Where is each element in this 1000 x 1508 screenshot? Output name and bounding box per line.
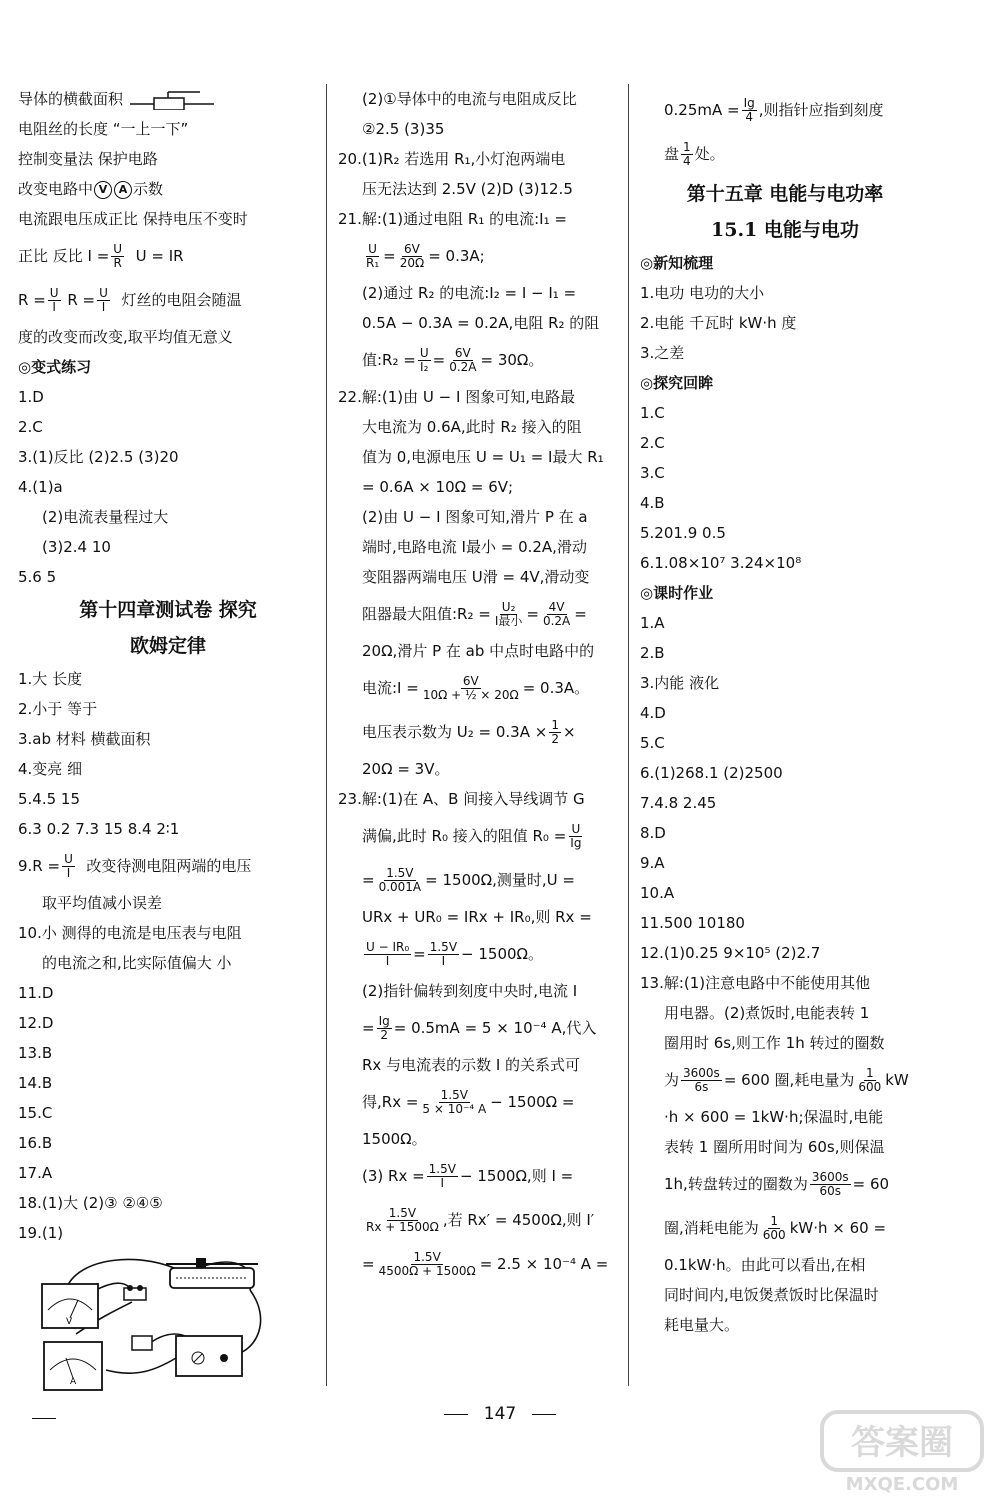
answer-line: 20Ω = 3V。	[362, 760, 450, 778]
answer-line: 5.6 5	[18, 568, 57, 586]
answer-line: 1.D	[18, 388, 44, 406]
answer-line: (3) Rx = $\frac{1.5V}{I}$ − 1500Ω,则 I =	[362, 1162, 574, 1190]
fraction: $\frac{1}{600}$	[858, 1066, 882, 1094]
fraction: $\frac{4V}{0.2A}$	[542, 600, 571, 628]
answer-line: 4.(1)a	[18, 478, 63, 496]
column-divider	[326, 84, 327, 1386]
answer-line: = $\frac{Ig}{2}$ = 0.5mA = 5 × 10⁻⁴ A,代入	[362, 1014, 597, 1042]
answer-line: 1h,转盘转过的圈数为 $\frac{3600s}{60s}$ = 60	[664, 1170, 890, 1198]
answer-line: 9.A	[640, 854, 665, 872]
section-heading: ◎变式练习	[18, 358, 92, 376]
fraction: $\frac{U}{\text{R₁}}$	[366, 242, 380, 270]
svg-text:A: A	[70, 1377, 77, 1387]
answer-line: 3.ab 材料 横截面积	[18, 730, 151, 748]
answer-line: (2)指针偏转到刻度中央时,电流 I	[362, 982, 578, 1000]
chapter-title: 第十五章 电能与电功率	[686, 183, 884, 205]
answer-line: 2.B	[640, 644, 665, 662]
fraction: $\frac{1}{4}$	[683, 140, 691, 168]
footer-dash	[532, 1414, 556, 1415]
answer-line: = $\frac{1.5V}{4500\Omega + 1500\Omega}$ = 2.5 × 10⁻⁴ A =	[362, 1250, 609, 1278]
fraction: $\frac{6V}{\text{10Ω + ½ × 20Ω}}$	[422, 674, 519, 702]
answer-line: 6.3 0.2 7.3 15 8.4 2∶1	[18, 820, 180, 838]
answer-line: 20.(1)R₂ 若选用 R₁,小灯泡两端电	[338, 150, 566, 168]
ammeter-icon	[44, 1342, 102, 1390]
answer-line: 7.4.8 2.45	[640, 794, 717, 812]
fraction: $\frac{1}{2}$	[551, 718, 559, 746]
section-heading: ◎新知梳理	[640, 254, 714, 272]
answer-line: 0.25mA = $\frac{Ig}{4}$ ,则指针应指到刻度	[664, 96, 884, 124]
voltmeter-icon	[42, 1284, 98, 1328]
answer-line: 2.C	[640, 434, 665, 452]
fraction: $\frac{U}{\text{I₂}}$	[419, 346, 429, 374]
fraction: $\frac{U}{I}$	[49, 286, 59, 314]
column-divider	[628, 84, 629, 1386]
answer-line: 10.小 测得的电流是电压表与电阻	[18, 924, 242, 942]
page-number: 147	[483, 1404, 517, 1424]
answer-line: 正比 反比 I = $\frac{U}{R}$ U = IR	[18, 242, 184, 270]
answer-column-1	[18, 84, 318, 1248]
answer-line: 值为 0,电源电压 U = U₁ = I最大 R₁	[362, 448, 604, 466]
fraction: $\frac{1.5V}{4500\Omega + 1500\Omega}$	[378, 1250, 476, 1278]
resistor-icon	[132, 1336, 152, 1350]
answer-line: ②2.5 (3)35	[362, 120, 445, 138]
answer-line: 12.D	[18, 1014, 54, 1032]
fraction: $\frac{1.5V}{Rx + 1500\Omega}$	[366, 1206, 439, 1234]
answer-line: 为 $\frac{3600s}{6s}$ = 600 圈,耗电量为 $\frac{1}{600}$ kW	[664, 1066, 909, 1094]
answer-line: 0.5A − 0.3A = 0.2A,电阻 R₂ 的阻	[362, 314, 600, 332]
answer-line: (2)①导体中的电流与电阻成反比	[362, 90, 577, 108]
answer-line: 表转 1 圈所用时间为 60s,则保温	[664, 1138, 885, 1156]
fraction: $\frac{\text{U₂}}{\text{I最小}}$	[494, 600, 523, 628]
answer-line: = 0.6A × 10Ω = 6V;	[362, 478, 514, 496]
answer-line: 电阻丝的长度 “一上一下”	[18, 120, 189, 138]
answer-line: 17.A	[18, 1164, 53, 1182]
answer-line: 11.D	[18, 984, 54, 1002]
answer-line: 13.解:(1)注意电路中不能使用其他	[640, 974, 871, 992]
answer-line: 电流:I = $\frac{6V}{\text{10Ω + ½ × 20Ω}}$ = 0.3A。	[362, 674, 590, 702]
answer-line: R = $\frac{U}{I}$ R = $\frac{U}{I}$ 灯丝的电阻会随温	[18, 286, 242, 314]
answer-line: 9.R = $\frac{U}{I}$ 改变待测电阻两端的电压	[18, 852, 252, 880]
svg-text:V: V	[66, 1317, 73, 1327]
section-heading: ◎探究回眸	[640, 374, 714, 392]
answer-line: = $\frac{1.5V}{0.001A}$ = 1500Ω,测量时,U =	[362, 866, 575, 894]
answer-line: 盘 $\frac{1}{4}$ 处。	[664, 140, 725, 168]
answer-line: 20Ω,滑片 P 在 ab 中点时电路中的	[362, 642, 595, 660]
chapter-title: 第十四章测试卷 探究	[79, 599, 257, 621]
rheostat-symbol	[128, 90, 218, 110]
answer-line: 度的改变而改变,取平均值无意义	[18, 328, 233, 346]
footer-dash	[444, 1414, 468, 1415]
answer-line: 4.B	[640, 494, 665, 512]
answer-line: (3)2.4 10	[42, 538, 111, 556]
answer-line: 变阻器两端电压 U滑 = 4V,滑动变	[362, 568, 590, 586]
answer-line: 的电流之和,比实际值偏大 小	[42, 954, 232, 972]
answer-line: 6.(1)268.1 (2)2500	[640, 764, 783, 782]
answer-line: 5.4.5 15	[18, 790, 81, 808]
fraction: $\frac{3600s}{60s}$	[811, 1170, 849, 1198]
answer-line: 19.(1)	[18, 1224, 64, 1242]
answer-line: 3.之差	[640, 344, 685, 362]
answer-line: 2.电能 千瓦时 kW·h 度	[640, 314, 797, 332]
answer-line: 值:R₂ = $\frac{U}{\text{I₂}}$ = $\frac{6V}{0.2A}$ = 30Ω。	[362, 346, 544, 374]
section-heading: ◎课时作业	[640, 584, 714, 602]
answer-column-2	[338, 84, 620, 1286]
watermark-logo	[818, 1408, 986, 1496]
answer-line: 2.C	[18, 418, 43, 436]
svg-text:答案圈: 答案圈	[851, 1423, 953, 1463]
answer-line: 5.C	[640, 734, 665, 752]
answer-line: 得,Rx = $\frac{1.5V}{\text{5 × 10⁻⁴ A}}$ − 1500Ω =	[362, 1088, 575, 1116]
answer-line: 改变电路中 V A 示数	[18, 180, 164, 198]
answer-line: (2)由 U − I 图象可知,滑片 P 在 a	[362, 508, 588, 526]
answer-line: (2)通过 R₂ 的电流:I₂ = I − I₁ =	[362, 284, 577, 302]
fraction: $\frac{1.5V}{0.001A}$	[378, 866, 422, 894]
fraction: $\frac{U}{I}$	[99, 286, 108, 314]
answer-line: 2.小于 等于	[18, 700, 98, 718]
answer-line: 导体的横截面积	[18, 84, 318, 114]
fraction: $\frac{6V}{20\Omega}$	[399, 242, 425, 270]
answer-line: $\frac{\text{U − IR₀}}{I}$ = $\frac{1.5V}{I}$ − 1500Ω。	[366, 940, 544, 968]
answer-line: 3.(1)反比 (2)2.5 (3)20	[18, 448, 179, 466]
answer-line: 满偏,此时 R₀ 接入的阻值 R₀ = $\frac{U}{Ig}$	[362, 822, 582, 850]
answer-line: 15.C	[18, 1104, 53, 1122]
answer-line: 12.(1)0.25 9×10⁵ (2)2.7	[640, 944, 821, 962]
fraction: $\frac{1}{600}$	[762, 1214, 786, 1242]
answer-line: Rx 与电流表的示数 I 的关系式可	[362, 1056, 581, 1074]
answer-line: URx + UR₀ = IRx + IR₀,则 Rx =	[362, 908, 592, 926]
answer-line: 4.D	[640, 704, 666, 722]
circuit-illustration	[36, 1250, 280, 1400]
answer-line: 1.C	[640, 404, 665, 422]
chapter-title: 欧姆定律	[129, 635, 206, 657]
battery-icon	[176, 1336, 242, 1376]
answer-line: 3.内能 液化	[640, 674, 720, 692]
fraction: $\frac{1.5V}{I}$	[429, 940, 458, 968]
answer-line: 圈,消耗电能为 $\frac{1}{600}$ kW·h × 60 =	[664, 1214, 887, 1242]
answer-line: $\frac{1.5V}{Rx + 1500\Omega}$ ,若 Rx′ = 4500Ω,则 I′	[366, 1206, 595, 1234]
answer-line: 大电流为 0.6A,此时 R₂ 接入的阻	[362, 418, 582, 436]
answer-line: $\frac{U}{\text{R₁}}$ = $\frac{6V}{20\Omega}$ = 0.3A;	[366, 242, 485, 270]
section-title: 15.1 电能与电功	[711, 219, 859, 241]
answer-line: 取平均值减小误差	[42, 894, 163, 912]
answer-line: 1.电功 电功的大小	[640, 284, 765, 302]
answer-line: 用电器。(2)煮饭时,电能表转 1	[664, 1004, 870, 1022]
answer-line: 18.(1)大 (2)③ ②④⑤	[18, 1194, 163, 1212]
answer-line: 1.大 长度	[18, 670, 83, 688]
answer-line: 21.解:(1)通过电阻 R₁ 的电流:I₁ =	[338, 210, 567, 228]
answer-line: 电流跟电压成正比 保持电压不变时	[18, 210, 248, 228]
answer-line: 1500Ω。	[362, 1130, 427, 1148]
answer-line: 23.解:(1)在 A、B 间接入导线调节 G	[338, 790, 585, 808]
answer-line: 22.解:(1)由 U − I 图象可知,电路最	[338, 388, 575, 406]
answer-line: (2)电流表量程过大	[42, 508, 169, 526]
fraction: $\frac{1.5V}{\text{5 × 10⁻⁴ A}}$	[422, 1088, 487, 1116]
fraction: $\frac{\text{U − IR₀}}{I}$	[366, 940, 410, 968]
fraction: $\frac{3600s}{6s}$	[683, 1066, 720, 1094]
answer-line: 0.1kW·h。由此可以看出,在相	[664, 1256, 866, 1274]
answer-line: 圈用时 6s,则工作 1h 转过的圈数	[664, 1034, 885, 1052]
answer-line: ·h × 600 = 1kW·h;保温时,电能	[664, 1108, 884, 1126]
answer-line: 5.201.9 0.5	[640, 524, 726, 542]
fraction: $\frac{Ig}{2}$	[378, 1014, 390, 1042]
answer-line: 6.1.08×10⁷ 3.24×10⁸	[640, 554, 802, 572]
answer-column-3	[640, 88, 930, 1340]
answer-line: 8.D	[640, 824, 666, 842]
answer-line: 13.B	[18, 1044, 53, 1062]
answer-line: 16.B	[18, 1134, 53, 1152]
answer-line: 同时间内,电饭煲煮饭时比保温时	[664, 1286, 879, 1304]
fraction: $\frac{1.5V}{I}$	[428, 1162, 456, 1190]
answer-line: 3.C	[640, 464, 665, 482]
answer-line: 耗电量大。	[664, 1316, 740, 1334]
answer-line: 压无法达到 2.5V (2)D (3)12.5	[362, 180, 573, 198]
answer-line: 11.500 10180	[640, 914, 745, 932]
switch-icon	[124, 1285, 146, 1300]
answer-line: 1.A	[640, 614, 665, 632]
answer-line: 14.B	[18, 1074, 53, 1092]
fraction: $\frac{6V}{0.2A}$	[449, 346, 477, 374]
answer-line: 10.A	[640, 884, 675, 902]
voltmeter-symbol: V	[94, 181, 112, 199]
fraction: $\frac{Ig}{4}$	[743, 96, 755, 124]
answer-line: 端时,电路电流 I最小 = 0.2A,滑动	[362, 538, 587, 556]
answer-line: 控制变量法 保护电路	[18, 150, 158, 168]
answer-line: 阻器最大阻值:R₂ = $\frac{\text{U₂}}{\text{I最小}}$ = $\frac{4V}{0.2A}$ =	[362, 600, 587, 628]
fraction: $\frac{U}{R}$	[113, 242, 123, 270]
answer-line: 4.变亮 细	[18, 760, 83, 778]
answer-line: 电压表示数为 U₂ = 0.3A × $\frac{1}{2}$ ×	[362, 718, 576, 746]
fraction: $\frac{U}{Ig}$	[570, 822, 582, 850]
rheostat-icon	[166, 1258, 258, 1288]
fraction: $\frac{U}{I}$	[64, 852, 73, 880]
ammeter-symbol: A	[114, 181, 132, 199]
svg-text:MXQE.COM: MXQE.COM	[845, 1474, 959, 1495]
